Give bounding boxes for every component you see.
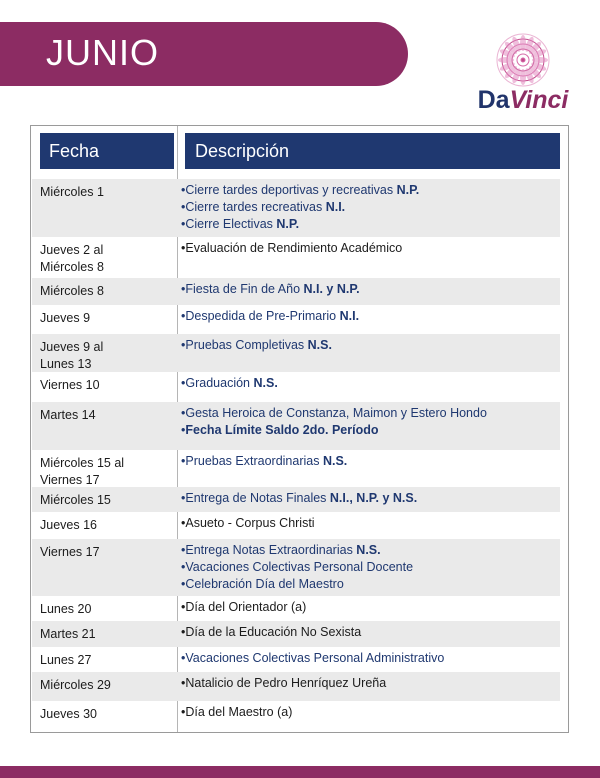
mandala-petal [520, 35, 526, 51]
table-row [32, 450, 560, 487]
row-description [181, 599, 559, 616]
date-line: Miércoles 15 [40, 493, 111, 507]
item-text: •Pruebas Completivas [181, 338, 308, 352]
date-line: Miércoles 15 al [40, 456, 125, 470]
date-line: Jueves 9 [40, 311, 91, 325]
row-description [181, 375, 559, 392]
row-date [40, 407, 170, 424]
item-text: •Asueto - Corpus Christi [181, 516, 315, 530]
item-level-tag: N.I., N.P. y N.S. [329, 491, 418, 505]
date-line: Jueves 2 al [40, 243, 104, 257]
row-description [181, 281, 559, 298]
table-row [32, 487, 560, 512]
row-description [181, 240, 559, 257]
item-level-tag: N.S. [307, 338, 332, 352]
month-banner [0, 22, 408, 86]
row-date [40, 283, 170, 300]
item-level-tag: N.P. [276, 217, 300, 231]
row-date [40, 184, 170, 201]
mandala-petal [532, 57, 548, 63]
row-date [40, 652, 170, 669]
davinci-logo [468, 32, 578, 122]
description-item [181, 281, 559, 298]
description-item [181, 199, 559, 216]
item-text: •Natalicio de Pedro Henríquez Ureña [181, 676, 387, 690]
mandala-petal [520, 69, 526, 85]
table-row [32, 278, 560, 305]
row-date [40, 455, 170, 489]
table-row [32, 402, 560, 450]
table-row [32, 701, 560, 729]
description-item [181, 542, 559, 559]
item-level-tag: N.I. y N.P. [303, 282, 360, 296]
description-item [181, 490, 559, 507]
footer-bar [0, 766, 600, 778]
description-item [181, 599, 559, 616]
item-level-tag: N.I. [339, 309, 360, 323]
item-level-tag: N.S. [356, 543, 381, 557]
date-line: Martes 14 [40, 408, 96, 422]
item-text: •Día de la Educación No Sexista [181, 625, 362, 639]
mandala-petal [498, 57, 514, 63]
row-date [40, 492, 170, 509]
item-text: •Día del Maestro (a) [181, 705, 293, 719]
description-item [181, 624, 559, 641]
description-item [181, 182, 559, 199]
description-item [181, 650, 559, 667]
date-line: Jueves 30 [40, 707, 97, 721]
description-item [181, 308, 559, 325]
description-item [181, 337, 559, 354]
row-description [181, 624, 559, 641]
table-row [32, 539, 560, 596]
date-line: Miércoles 8 [40, 260, 104, 274]
table-row [32, 647, 560, 672]
item-text: •Cierre Electivas [181, 217, 277, 231]
month-title: JUNIO [46, 32, 159, 73]
date-line: Viernes 17 [40, 473, 100, 487]
row-date [40, 339, 170, 373]
table-row [32, 305, 560, 334]
date-line: Miércoles 8 [40, 284, 104, 298]
date-line: Miércoles 29 [40, 678, 111, 692]
row-description [181, 704, 559, 721]
date-line: Miércoles 1 [40, 185, 104, 199]
row-date [40, 242, 170, 276]
date-line: Lunes 20 [40, 602, 92, 616]
table-row [32, 372, 560, 402]
table-row [32, 334, 560, 372]
item-level-tag: N.S. [322, 454, 348, 468]
date-line: Lunes 27 [40, 653, 92, 667]
row-date [40, 377, 170, 394]
row-date [40, 310, 170, 327]
table-row [32, 621, 560, 647]
mandala-icon [468, 32, 578, 88]
table-row [32, 596, 560, 621]
row-description [181, 515, 559, 532]
item-text: •Entrega Notas Extraordinarias [181, 543, 357, 557]
header-description: Descripción [185, 133, 560, 169]
item-text: • [181, 423, 186, 437]
row-description [181, 542, 559, 593]
row-description [181, 337, 559, 354]
logo-wordmark [468, 86, 578, 115]
item-text: •Fiesta de Fin de Año [181, 282, 304, 296]
description-item [181, 675, 559, 692]
item-text: •Entrega de Notas Finales [181, 491, 330, 505]
item-text: •Vacaciones Colectivas Personal Administrativo [181, 651, 445, 665]
item-text: •Evaluación de Rendimiento Académico [181, 241, 403, 255]
schedule-table [30, 125, 569, 733]
logo-da: Da [477, 86, 510, 114]
row-description [181, 405, 559, 439]
description-item [181, 704, 559, 721]
description-item [181, 240, 559, 257]
row-description [181, 308, 559, 325]
item-text: •Despedida de Pre-Primario [181, 309, 340, 323]
row-description [181, 650, 559, 667]
date-line: Martes 21 [40, 627, 96, 641]
item-text: •Graduación [181, 376, 254, 390]
item-text: •Celebración Día del Maestro [181, 577, 344, 591]
item-level-tag: N.S. [253, 376, 278, 390]
description-item [181, 453, 559, 470]
table-row [32, 237, 560, 278]
item-text: •Vacaciones Colectivas Personal Docente [181, 560, 414, 574]
row-date [40, 706, 170, 723]
item-text: •Cierre tardes deportivas y recreativas [181, 183, 397, 197]
header-date: Fecha [40, 133, 174, 169]
description-item [181, 422, 559, 439]
description-item [181, 559, 559, 576]
date-line: Viernes 10 [40, 378, 100, 392]
description-item [181, 216, 559, 233]
date-line: Jueves 9 al [40, 340, 104, 354]
row-date [40, 544, 170, 561]
row-description [181, 182, 559, 233]
table-row [32, 512, 560, 539]
row-date [40, 601, 170, 618]
row-date [40, 517, 170, 534]
item-level-tag: N.I. [325, 200, 346, 214]
table-row [32, 672, 560, 701]
date-line: Viernes 17 [40, 545, 100, 559]
description-item [181, 375, 559, 392]
item-text: •Día del Orientador (a) [181, 600, 307, 614]
row-description [181, 490, 559, 507]
logo-vinci: Vinci [509, 86, 569, 114]
table-row [32, 179, 560, 237]
item-text: •Cierre tardes recreativas [181, 200, 326, 214]
description-item [181, 576, 559, 593]
description-item [181, 405, 559, 422]
item-level-tag: N.P. [396, 183, 420, 197]
description-item [181, 515, 559, 532]
row-description [181, 453, 559, 470]
date-line: Lunes 13 [40, 357, 92, 371]
row-date [40, 626, 170, 643]
date-line: Jueves 16 [40, 518, 97, 532]
item-text: •Pruebas Extraordinarias [181, 454, 323, 468]
row-description [181, 675, 559, 692]
item-level-tag: Fecha Límite Saldo 2do. Período [185, 423, 379, 437]
row-date [40, 677, 170, 694]
item-text: •Gesta Heroica de Constanza, Maimon y Estero Hondo [181, 406, 487, 420]
